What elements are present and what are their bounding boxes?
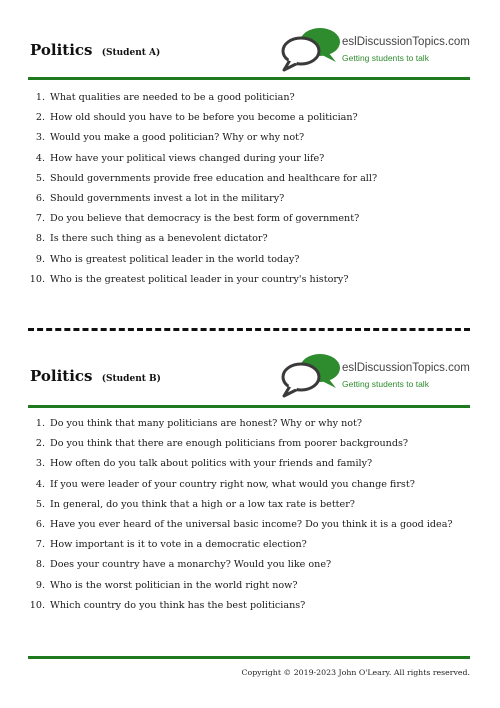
question-item [0,213,470,233]
question-text: Is there such thing as a benevolent dictator? [50,233,268,245]
question-text: If you were leader of your country right now, what would you change first? [50,478,415,490]
question-item [0,193,470,213]
question-number: 8. [35,233,45,245]
question-item [0,233,470,253]
brand-tagline: Getting students to talk [342,379,429,389]
header-divider [28,405,470,408]
question-item [0,499,470,519]
section-title-text: Politics [30,367,93,385]
question-text: What qualities are needed to be a good politician? [50,92,295,103]
section-subtitle: (Student B) [101,374,161,384]
section-title [30,41,160,59]
question-number: 4. [35,152,45,164]
question-text: How old should you have to be before you become a politician? [50,112,358,124]
question-number: 7. [35,539,45,551]
brand-name: eslDiscussionTopics.com [342,362,470,374]
question-item [0,559,470,579]
footer-divider [28,656,470,659]
brand-logo [280,352,480,400]
section-subtitle: (Student A) [101,48,161,58]
question-number: 8. [35,559,45,571]
section-title-text: Politics [30,41,93,59]
question-text: Should governments provide free education and healthcare for all? [50,172,378,184]
speech-bubbles-icon [280,352,342,400]
question-number: 3. [35,132,45,144]
question-text: Have you ever heard of the universal basic income? Do you think it is a good idea? [50,518,453,530]
question-number: 6. [35,518,45,530]
question-text: Do you think that there are enough politicians from poorer backgrounds? [50,438,409,450]
worksheet-section-student-a [0,22,500,285]
question-item [0,418,470,438]
question-number: 3. [35,458,45,470]
speech-bubbles-icon [280,26,342,74]
brand-tagline: Getting students to talk [342,53,429,63]
question-text: Does your country have a monarchy? Would you like one? [50,559,332,571]
question-text: How have your political views changed during your life? [50,152,325,164]
brand-name: eslDiscussionTopics.com [342,36,470,48]
question-item [0,254,470,274]
section-header [0,22,500,80]
question-item [0,600,470,620]
question-number: 2. [35,438,45,450]
brand-logo [280,26,480,74]
question-item [0,274,470,294]
question-number: 9. [35,579,45,591]
question-number: 5. [35,172,45,184]
question-item [0,479,470,499]
question-text: Who is the worst politician in the world right now? [50,579,298,591]
question-text: Which country do you think has the best politicians? [50,599,306,611]
question-number: 6. [35,192,45,204]
question-number: 4. [35,478,45,490]
question-item [0,539,470,559]
question-text: Do you think that many politicians are honest? Why or why not? [50,418,363,429]
copyright-notice: Copyright © 2019-2023 John O'Leary. All rights reserved. [241,668,470,677]
question-item [0,580,470,600]
question-item [0,112,470,132]
question-number: 2. [35,112,45,124]
question-number: 9. [35,253,45,265]
question-text: Would you make a good politician? Why or why not? [50,132,305,144]
question-text: Who is the greatest political leader in your country's history? [50,273,349,285]
question-text: Do you believe that democracy is the best form of government? [50,213,360,225]
question-text: In general, do you think that a high or a low tax rate is better? [50,498,355,510]
question-item [0,153,470,173]
section-header [0,348,500,406]
question-number: 10. [29,273,45,285]
cut-line-divider [28,328,470,331]
question-item [0,132,470,152]
question-item [0,519,470,539]
question-item [0,92,470,112]
question-text: Who is greatest political leader in the world today? [50,253,300,265]
question-number: 1. [35,92,45,103]
question-item [0,438,470,458]
question-number: 10. [29,599,45,611]
question-number: 7. [35,213,45,225]
question-list [0,92,470,294]
section-title [30,367,161,385]
question-item [0,458,470,478]
question-text: How often do you talk about politics with your friends and family? [50,458,373,470]
question-text: How important is it to vote in a democratic election? [50,539,307,551]
header-divider [28,77,470,80]
question-text: Should governments invest a lot in the military? [50,192,285,204]
worksheet-section-student-b [0,348,500,611]
question-item [0,173,470,193]
question-list [0,418,470,620]
question-number: 5. [35,498,45,510]
question-number: 1. [35,418,45,429]
